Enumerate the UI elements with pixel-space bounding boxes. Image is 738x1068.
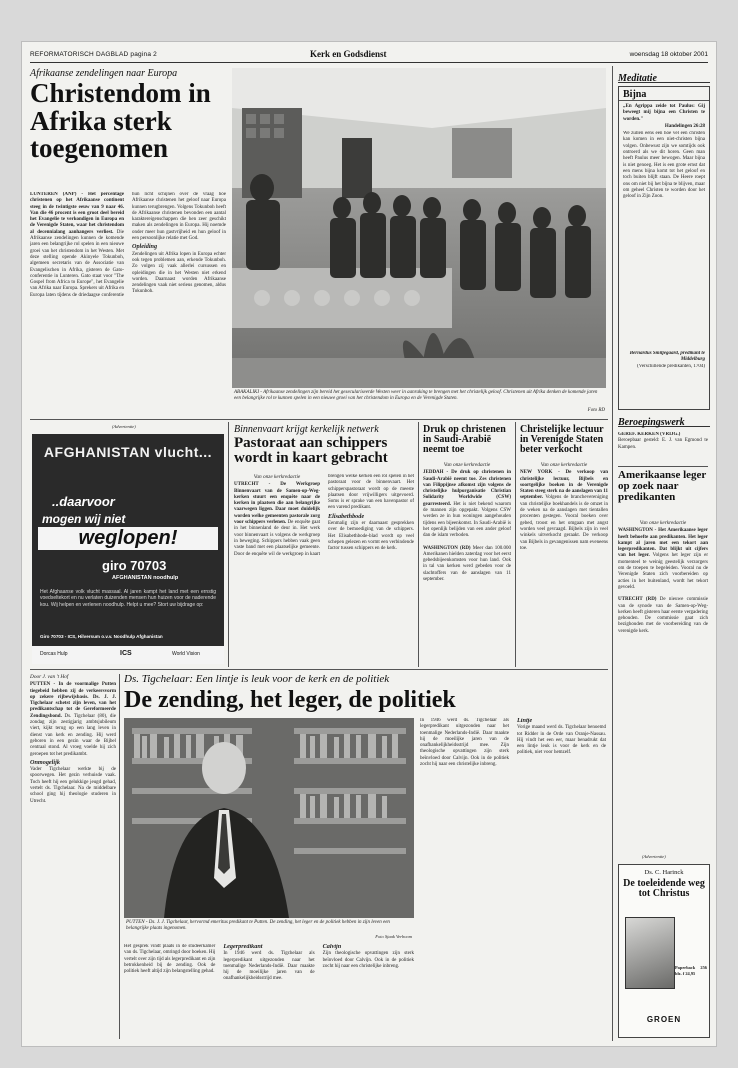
section-title: Kerk en Godsdienst <box>310 49 387 59</box>
lead-photo-caption: ABAKALIKI - Afrikaanse zendelingen zijn bereid het geseculariseerde Westen weer in aanraking te brengen met het christelijk geloof. Christenen uit Afrika denken de komende jaren een belangrijke rol te kunnen spelen in een nieuwe groei van het christendom in Europa en de Verenigde Staten. <box>234 390 598 401</box>
vrule-3 <box>515 422 516 667</box>
brief2-head: UTRECHT (RD) <box>618 597 657 603</box>
brief2-body: De nieuwe commissie van de synode van de Samen-op-Weg-kerken heeft gisteren haar eerste vergadering gehouden. De commissie gaat zich bezighouden met de voorbereiding van de verenigde kerk. <box>618 597 708 634</box>
tigchelaar-text-6: Vorige maand werd ds. Tigchelaar benoemd tot Ridder in de Orde van Oranje-Nassau. Hij vindt het een eer, maar benadrukt dat een lintje leuk is voor de kerk en de politiek, niet voor hemzelf. <box>517 725 606 756</box>
ad-book-price: Paperback 256 blz. f 24,95 <box>675 965 707 977</box>
lead-subhead: Opleiding <box>132 243 158 251</box>
ad-book-label: (Advertentie) <box>642 854 666 859</box>
saudi-brief-head: WASHINGTON (RD) <box>423 545 471 551</box>
meditatie-author: Bernardus Smitjegaard, predikant te Middelburg <box>629 351 705 363</box>
saudi-byline: Van onze kerkredactie <box>443 462 491 468</box>
newspaper-page <box>22 42 716 1046</box>
schippers-text-2: Eenmalig zijn er daarnaast gesprekken over de bemoediging van de schippers. Het Elisabethbode-blad wordt op veel schepen gelezen en vormt een verbindende factor tussen schippers en de kerk. <box>328 521 414 552</box>
schippers-headline: Pastoraat aan schippers wordt in kaart gebracht <box>234 435 388 467</box>
meditatie-box <box>618 86 710 410</box>
saudi-text: Het is niet bekend waarom de mannen zijn opgepakt. Volgens CSW werden ze in hun woningen aangehouden tijdens een bijeenkomst. In Saudi-Arabië is het openlijk belijden van een ander geloof dan de islam verboden. <box>423 501 511 539</box>
tigchelaar-text: Ds. Tigchelaar (80), die zondag zijn zestigjarig ambtsjubileum viert, kijkt terug op een lang leven in dienst van kerk en zending. Hij werd geboren in een gezin waar de Bijbel centraal stond. Al vroeg voelde hij zich geroepen tot het predikambt. <box>30 713 116 757</box>
tigchelaar-subhead: Onmogelijk <box>30 758 60 766</box>
ad-book-title: De toeleidende weg tot Christus <box>623 878 705 900</box>
usa-headline: Christelijke lectuur in Verenigde Staten beter verkocht <box>520 424 604 456</box>
saudi-intro: JEDDAH - De druk op christenen in Saudi-Arabië neemt toe. Zes christenen van Filippijnse afkomst zijn volgens de christelijke hulporganisatie Christian Solidarity Worldwide (CSW) gearresteerd. <box>423 470 511 507</box>
masthead <box>30 48 708 63</box>
usa-body <box>520 462 608 662</box>
tigchelaar-bottom-cols <box>124 944 414 1039</box>
ad-book-author: Ds. C. Harinck <box>644 869 684 876</box>
amerikaanse-headline: Amerikaanse leger op zoek naar predikanten <box>618 469 707 504</box>
divider-lead <box>30 419 608 420</box>
sidebar-rule <box>612 66 613 1041</box>
lead-body <box>30 192 226 397</box>
ad-afg-body: Het Afghaanse volk vlucht massaal. Al jaren kampt het land met een ernstig voedseltekort en nu verlaten duizenden mensen hun huizen voor de naderende kou. Wij helpen en verlenen noodhulp. Helpt u mee? Stort uw bijdrage op: <box>40 589 216 608</box>
beroepingswerk-line: Beroepbaar gesteld: E. J. van Egmond te Kampen. <box>618 438 708 450</box>
schippers-kicker: Binnenvaart krijgt kerkelijk netwerk <box>234 424 379 435</box>
tigchelaar-kicker: Ds. Tigchelaar: Een lintje is leuk voor de kerk en de politiek <box>124 673 390 685</box>
saudi-headline: Druk op christenen in Saudi-Arabië neemt toe <box>423 424 506 456</box>
tigchelaar-photo-illustration <box>124 718 414 918</box>
tigchelaar-text-4: Zijn theologische opvattingen zijn sterk beïnvloed door Calvijn. Ook in de politiek zocht hij naar een christelijke inbreng. <box>322 951 414 969</box>
meditatie-ref: Handelingen 26:28 <box>664 123 705 129</box>
ad-book[interactable] <box>618 864 710 1038</box>
usa-intro: NEW YORK - De verkoop van christelijke lectuur, Bijbels en soortgelijke boeken in de Verenigde Staten steeg sterk na de aanslagen van 11 september. <box>520 470 608 501</box>
amerikaanse-byline: Van onze kerkredactie <box>639 520 687 526</box>
tigchelaar-subhead-2: Legerpredikant <box>223 944 263 950</box>
schippers-byline: Van onze kerkredactie <box>253 474 301 480</box>
tigchelaar-col-body: Het gesprek vindt plaats in de studeerkamer van ds. Tigchelaar, omringd door boeken. Hij vertelt over zijn tijd als legerpredikant en zijn betrokkenheid bij de zending. Ook de politiek heeft altijd zijn belangstelling gehad. <box>124 944 216 975</box>
beroepingswerk-header <box>618 412 710 427</box>
tigchelaar-text-3: In 1946 werd ds. Tigchelaar als legerpredikant uitgezonden naar het toenmalige Nederlands-Indië. Daar maakte hij de moeilijke jaren van de onafhankelijkheidsstrijd mee. <box>223 951 315 982</box>
saudi-brief: Meer dan 100.000 Amerikanen hielden zaterdag voor het eerst gebedsbijeenkomsten voor hun land. Ook in tal van kerken werd gebeden voor de slachtoffers van de aanslagen van 11 september. <box>423 545 511 583</box>
vrule-1 <box>228 422 229 667</box>
ad-afg-title: AFGHANISTAN vlucht... <box>43 444 213 460</box>
lead-text: Die Afrikaanse zendelingen kunnen de komende jaren een belangrijke rol spelen in een nieuwe groei van het christendom in het Westen. Met deze stelling opende Akinyele Tokunboh, algemeen secretaris van de Associatie van Evangelischen in Afrika, gisteren de Gato-conferentie in Lunteren. Gato staat voor "The Gospel from Africa to Europe", het Evangelie van Afrika naar Europa. Sprekers uit Afrika en Europa laten tijdens de driedaagse conferentie hun licht schijnen over de vraag hoe Afrikaanse christenen het geloof naar Europa kunnen terugbrengen. Volgens Tokunboh heeft de Afrikaanse christenen bevonden een aantal karaktereigenschappen die hen zeer geschikt maken als zendelingen in Europa. Hij noemde onder meer hun gastvrijheid en hun geloof in een persoonlijke relatie met God. <box>30 192 226 298</box>
ad-book-cover <box>625 917 675 989</box>
vrule-2 <box>418 422 419 667</box>
tigchelaar-left-col <box>30 674 116 1039</box>
lead-photo-credit: Foto RD <box>587 408 605 413</box>
schippers-subhead: Elisabethbode <box>328 512 365 520</box>
tigchelaar-photo <box>124 718 414 918</box>
saudi-body <box>423 462 511 662</box>
tigchelaar-text-2: Vader Tigchelaar werkte bij de spoorwegen. Het gezin verhuisde vaak. Toch heeft hij een gelukkige jeugd gehad, vertelt ds. Tigchelaar. Na de middelbare school ging hij theologie studeren in Utrecht. <box>30 767 116 804</box>
tigchelaar-byline: Door J. van 't Hof <box>30 674 69 680</box>
tigchelaar-subhead-4: Lintje <box>517 718 533 724</box>
tigchelaar-text-5b: Zijn theologische opvattingen zijn sterk beïnvloed door Calvijn. Ook in de politiek zocht hij naar een christelijke inbreng. <box>420 743 509 768</box>
schippers-body <box>234 474 414 664</box>
ad-logo-worldvision: World Vision <box>172 651 200 657</box>
amerikaanse-text: Volgens het leger zijn er momenteel te weinig geestelijk verzorgers om de troepen te begeleiden. Vooral nu de Verenigde Staten zich voorbereiden op acties in het buitenland, wordt het tekort gevoeld. <box>618 553 708 590</box>
ad-afg-giro: giro 70703 <box>102 558 167 573</box>
lead-text-2: Zendelingen uit Afrika lopen in Europa echter ook tegen problemen aan, erkende Tokunboh. Zo volgen zij vaak allerlei cursussen en opleidingen die in het Westen niet erkend worden. Daarnaast worden Afrikaanse zendelingen vaak niet serieus genomen, aldus Tokunboh. <box>132 251 226 295</box>
tigchelaar-photo-caption: PUTTEN - Ds. J. J. Tigchelaar, hervormd emeritus predikant te Putten. De zending, het leger en de politiek hebben in zijn leven een belangrijke plaats ingenomen. <box>126 920 390 931</box>
schippers-intro: UTRECHT - De Werkgroep Binnenvaart van de Samen-op-Weg-kerken stuurt een enquête naar de kerken in plaatsen die aan belangrijke vaarwegen liggen. Daar moet duidelijk worden welke gemeenten pastorale zorg voor schippers verlenen. <box>234 482 320 526</box>
ad-afg-giro-name: AFGHANISTAN noodhulp <box>112 575 179 581</box>
tigchelaar-text-5a: In 1946 werd ds. Tigchelaar als legerpredikant uitgezonden naar het toenmalige Nederlands-Indië. Daar maakte hij de moeilijke jaren van de onafhankelijkheidsstrijd mee. <box>420 718 509 749</box>
amerikaanse-body <box>618 520 708 695</box>
ad-afg-line3: weglopen! <box>38 527 218 550</box>
meditatie-body: We zullen eens een hoe vel een christen kan komen in een niet-christen bijna volgen. Onbewust zijn we somtijds ook ontroerd als we dit horen. Geen man heeft Paulus meer bewogen. Maar bijna is niet genoeg. Het is een grote ernst dat een mens bijna komt tot het geloof en toch buiten blijft staan. De Heere roept ons om niet bij het bijna te blijven, maar om geheel Christen te worden door het geloof in Zijn Zoon. <box>623 131 705 200</box>
masthead-date: woensdag 18 oktober 2001 <box>629 51 708 58</box>
ad-logo-ics: ICS <box>120 650 132 657</box>
tigchelaar-right-cols <box>420 718 606 1039</box>
usa-text: Volgens de branchevereniging van christelijke boekhandels is de omzet in de weken na de aanslagen met tientallen procenten gestegen. Vooral boeken over gebed, troost en het omgaan met angst worden veel gevraagd. Bijbels zijn in veel winkels uitverkocht geraakt. De verkoop van Bijbels in gevangenissen nam eveneens toe. <box>520 495 608 551</box>
meditatie-source: (Verschillende predikanten, 1704) <box>637 363 705 369</box>
lead-kicker: Afrikaanse zendelingen naar Europa <box>30 68 178 79</box>
ad-afg-line2: mogen wij niet <box>42 512 126 526</box>
tigchelaar-intro: PUTTEN - In de voormalige Putten tiegebeid hebben zij de verkeersvorm op zekere rijbewijsbasis. Ds. J. J. Tigchelaar schetst zijn leven, van het predikantschap tot de Gereformeerde Zendingsbond. <box>30 682 116 719</box>
ad-afghanistan[interactable] <box>32 434 224 664</box>
meditatie-title: Bijna <box>619 89 709 101</box>
beroepingswerk-body <box>618 432 708 462</box>
lead-photo <box>232 68 606 388</box>
amerikaanse-intro: WASHINGTON - Het Amerikaanse leger heeft behoefte aan predikanten. Het leger kampt al jaren met een tekort aan legerpredikanten. Dat blijkt uit cijfers van het leger. <box>618 528 708 559</box>
ad-afg-line1: ..daarvoor <box>52 494 115 509</box>
schippers-text: De enquête gaat in het binnenland de deur in. Het werk voor binnenvaart is volgens de werkgroep in beweging. Schippers hebben vaak geen vaste band met een plaatselijke gemeente. Door de enquête wil de werkgroep in kaart brengen welke kerken een rol spelen in het pastoraat voor de binnenvaart. Het schipperspastoraat wordt op de meeste plaatsen door vrijwilligers uitgevoerd. Soms is er sprake van een havenpastor of een varend predikant. <box>234 474 414 557</box>
tigchelaar-photo-credit: Foto Sjaak Verboom <box>375 934 412 939</box>
ad-label: (Advertentie) <box>112 424 136 429</box>
meditatie-header <box>618 68 710 83</box>
masthead-left: REFORMATORISCH DAGBLAD pagina 2 <box>30 51 157 58</box>
lead-intro: LUNTEREN (ANP) - Het percentage christenen op het Afrikaanse continent steeg in de twintigste eeuw van 9 naar 46. Van die 46 procent is een groot deel bereid het Evangelie te verkondigen in Europa en de Verenigde Staten, waar het christendom al decennialang aanhangers verliest. <box>30 192 124 235</box>
ad-book-publisher: GROEN <box>646 1015 682 1024</box>
tigchelaar-headline: De zending, het leger, de politiek <box>124 687 456 713</box>
ad-afg-footer: Giro 70703 - ICS, Hilversum o.v.v. Noodhulp Afghanistan <box>40 634 163 639</box>
ad-logo-dorcas: Dorcas Hulp <box>40 651 68 657</box>
beroepingswerk-church: GEREF. KERKEN (VRIJG.) <box>618 432 681 437</box>
vrule-4 <box>119 674 120 1039</box>
beroepingswerk-head: Beroepingswerk <box>618 417 685 428</box>
lead-headline: Christendom in Afrika sterk toegenomen <box>30 78 211 164</box>
meditatie-quote: „En Agrippa zeide tot Paulus: Gij beweegt mij bijna een Christen te worden." <box>623 104 705 122</box>
lead-photo-illustration <box>232 68 606 388</box>
meditatie-head: Meditatie <box>618 73 657 84</box>
usa-byline: Van onze kerkredactie <box>540 462 588 468</box>
divider-sidebar-1 <box>618 466 708 467</box>
tigchelaar-subhead-3: Calvijn <box>322 944 342 950</box>
divider-tigchelaar <box>30 669 608 670</box>
ad-afg-logos <box>32 646 224 664</box>
